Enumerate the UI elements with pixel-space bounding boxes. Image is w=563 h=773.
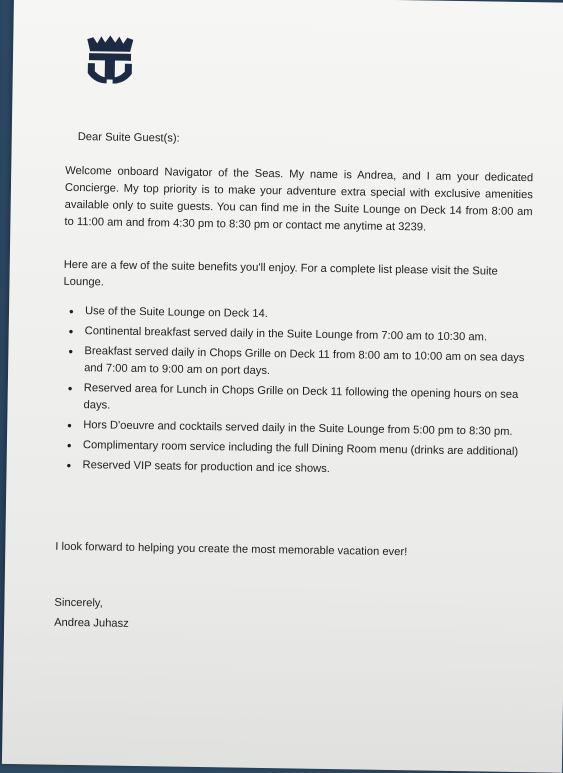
salutation: Dear Suite Guest(s): [77, 131, 180, 145]
closing-line: I look forward to helping you create the most memorable vacation ever! [55, 540, 408, 559]
list-item: • Complimentary room service including the full Dining Room menu (drinks are additional) [65, 437, 535, 461]
signer-name: Andrea Juhasz [54, 616, 129, 630]
letter-page [2, 0, 563, 773]
list-item: • Use of the Suite Lounge on Deck 14. [67, 303, 537, 327]
letter-body [54, 0, 534, 630]
list-item: • Hors D'oeuvre and cocktails served daily in the Suite Lounge from 5:00 pm to 8:30 pm. [65, 417, 535, 441]
list-item: • Reserved VIP seats for production and ice shows. [64, 457, 534, 481]
list-item: • Continental breakfast served daily in the Suite Lounge from 7:00 am to 10:30 am. [67, 323, 537, 347]
benefits-list [64, 303, 537, 484]
list-item: • Breakfast served daily in Chops Grille on Deck 11 from 8:00 am to 10:00 am on sea days and 7:00 am to 9:00 am on port days. [66, 343, 536, 384]
benefits-intro-paragraph: Here are a few of the suite benefits you'll enjoy. For a complete list please visit the Suite Lounge. [63, 258, 498, 289]
intro-paragraph: Welcome onboard Navigator of the Seas. My name is Andrea, and I am your dedicated Concierge. My top priority is to make your adventure extra special with exclusive amenities available only to suite guests. You can find me in the Suite Lounge on Deck 14 from 8:00 am to 11:00 am and from 4:30 pm to 8:30 pm or contact me anytime at 3239. [64, 164, 534, 234]
crown-anchor-icon [85, 35, 136, 84]
list-item: • Reserved area for Lunch in Chops Grille on Deck 11 following the opening hours on sea days. [65, 380, 535, 421]
sign-off: Sincerely, [54, 596, 103, 610]
